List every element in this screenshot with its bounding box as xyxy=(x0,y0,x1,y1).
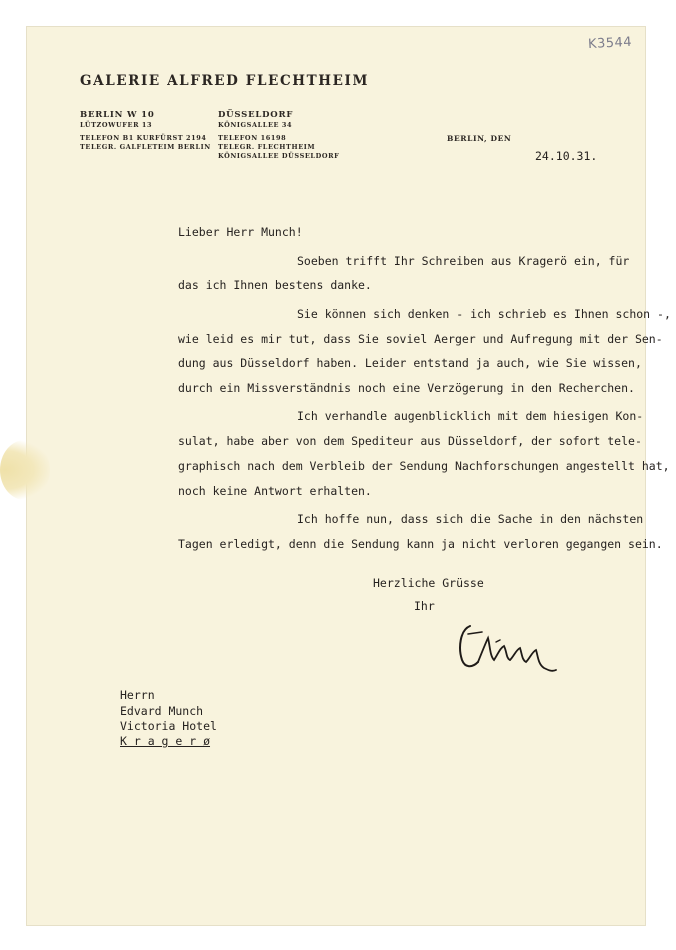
berlin-city: BERLIN W 10 xyxy=(80,110,155,120)
handwritten-signature xyxy=(452,612,558,682)
body-line: das ich Ihnen bestens danke. xyxy=(178,278,372,292)
body-line: graphisch nach dem Verbleib der Sendung Nachforschungen angestellt hat, xyxy=(178,459,670,473)
berlin-telefon: TELEFON B1 KURFÜRST 2194 xyxy=(80,134,207,142)
place-date-label: BERLIN, DEN xyxy=(447,134,512,143)
closing: Herzliche Grüsse xyxy=(373,576,484,590)
berlin-telegr: TELEGR. GALFLETEIM BERLIN xyxy=(80,143,211,151)
body-line: noch keine Antwort erhalten. xyxy=(178,484,372,498)
duesseldorf-city: DÜSSELDORF xyxy=(218,110,294,120)
address-line: Edvard Munch xyxy=(120,704,204,718)
body-line: sulat, habe aber von dem Spediteur aus Düsseldorf, der sofort tele- xyxy=(178,434,642,448)
body-line: Ich verhandle augenblicklich mit dem hiesigen Kon- xyxy=(297,409,644,423)
berlin-street: LÜTZOWUFER 13 xyxy=(80,121,153,129)
letter-date: 24.10.31. xyxy=(535,149,598,163)
salutation: Lieber Herr Munch! xyxy=(178,225,303,239)
address-line: Victoria Hotel xyxy=(120,719,217,733)
body-line: Ich hoffe nun, dass sich die Sache in den nächsten xyxy=(297,512,644,526)
duesseldorf-telegr-1: TELEGR. FLECHTHEIM xyxy=(218,143,316,151)
body-line: Tagen erledigt, denn die Sendung kann ja nicht verloren gegangen sein. xyxy=(178,537,663,551)
body-line: Soeben trifft Ihr Schreiben aus Kragerö ein, für xyxy=(297,254,630,268)
duesseldorf-telegr-2: KÖNIGSALLEE DÜSSELDORF xyxy=(218,152,340,160)
address-line: Herrn xyxy=(120,688,155,702)
duesseldorf-street: KÖNIGSALLEE 34 xyxy=(218,121,293,129)
archive-number: K3544 xyxy=(587,34,633,53)
paper-stain xyxy=(0,440,50,500)
duesseldorf-telefon: TELEFON 16198 xyxy=(218,134,287,142)
body-line: wie leid es mir tut, dass Sie soviel Aerger und Aufregung mit der Sen- xyxy=(178,332,663,346)
body-line: durch ein Missverständnis noch eine Verzögerung in den Recherchen. xyxy=(178,381,635,395)
body-line: Sie können sich denken - ich schrieb es Ihnen schon -, xyxy=(297,307,671,321)
letterhead-name: GALERIE ALFRED FLECHTHEIM xyxy=(80,73,369,89)
body-line: dung aus Düsseldorf haben. Leider entstand ja auch, wie Sie wissen, xyxy=(178,356,642,370)
closing-ihr: Ihr xyxy=(414,599,435,613)
address-line-city: K r a g e r ø xyxy=(120,734,211,748)
